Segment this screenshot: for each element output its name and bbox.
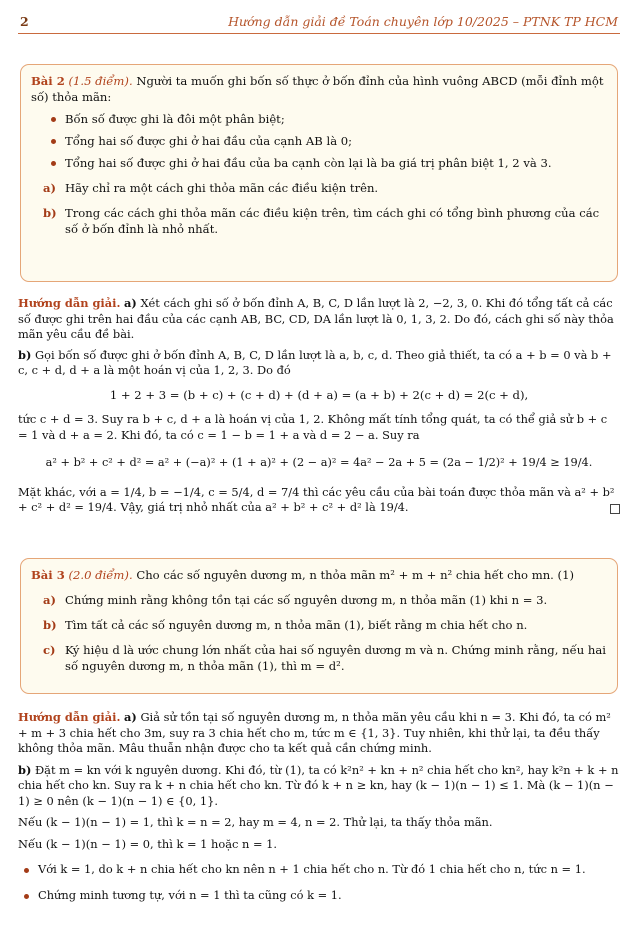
page-header bbox=[20, 14, 618, 32]
solution-label: Hướng dẫn giải. bbox=[18, 296, 121, 310]
solution-conclusion bbox=[18, 485, 620, 516]
problem-2-statement bbox=[31, 73, 607, 105]
problem-3-part-a bbox=[31, 592, 607, 608]
problem-2-part-b bbox=[31, 205, 607, 237]
running-title: Hướng dẫn giải đề Toán chuyên lớp 10/2025 – PTNK TP HCM bbox=[228, 14, 618, 29]
case-line-1: Nếu (k − 1)(n − 1) = 1, thì k = n = 2, hay m = 4, n = 2. Thử lại, ta thấy thỏa mãn. bbox=[18, 815, 493, 829]
qed-square-icon bbox=[610, 504, 620, 514]
part-label: c) bbox=[43, 643, 56, 657]
problem-3-intro: Cho các số nguyên dương m, n thỏa mãn m² + m + n² chia hết cho mn. (1) bbox=[136, 568, 574, 582]
part-label: a) bbox=[43, 181, 56, 195]
equation-sum: 1 + 2 + 3 = (b + c) + (c + d) + (d + a) = (a + b) + 2(c + d) = 2(c + d), bbox=[109, 387, 529, 402]
condition-item: Tổng hai số được ghi ở hai đầu của ba cạnh còn lại là ba giá trị phân biệt 1, 2 và 3. bbox=[31, 155, 607, 171]
case-line-2: Nếu (k − 1)(n − 1) = 0, thì k = 1 hoặc n = 1. bbox=[18, 836, 277, 851]
part-label: a) bbox=[43, 593, 56, 607]
problem-3-title: Bài 3 bbox=[31, 568, 65, 582]
solution-3-part-b bbox=[18, 763, 620, 810]
solution-3 bbox=[18, 710, 620, 903]
solution-part-label: a) bbox=[124, 296, 137, 310]
problem-3-box bbox=[20, 558, 618, 694]
part-text: Trong các cách ghi thỏa mãn các điều kiện trên, tìm cách ghi có tổng bình phương của các số ở bốn đỉnh là nhỏ nhất. bbox=[65, 206, 600, 236]
problem-2-points: (1.5 điểm). bbox=[68, 74, 133, 88]
condition-item: Tổng hai số được ghi ở hai đầu của cạnh AB là 0; bbox=[31, 133, 607, 149]
part-label: b) bbox=[43, 618, 57, 632]
page-number: 2 bbox=[20, 14, 29, 29]
problem-3-statement bbox=[31, 567, 607, 583]
solution-2-part-a bbox=[18, 296, 620, 343]
solution-text: Mặt khác, với a = 1/4, b = −1/4, c = 5/4, d = 7/4 thì các yêu cầu của bài toán được thỏa mãn và a² + b² + c² + d² = 19/4. Vậy, giá trị nhỏ nhất của a² + b² + c² + d² là 19/4. bbox=[18, 484, 615, 514]
solution-2-part-b bbox=[18, 348, 620, 379]
part-text: Hãy chỉ ra một cách ghi thỏa mãn các điều kiện trên. bbox=[65, 181, 379, 195]
problem-3-part-c bbox=[31, 642, 607, 674]
problem-2-title: Bài 2 bbox=[31, 74, 65, 88]
solution-text: Gọi bốn số được ghi ở bốn đỉnh A, B, C, D lần lượt là a, b, c, d. Theo giả thiết, ta có a + b = 0 và b + c, c + d, d + a là một hoán vị của 1, 2, 3. Do đó bbox=[18, 347, 612, 377]
solution-part-label: a) bbox=[124, 710, 137, 724]
solution-2 bbox=[18, 296, 620, 516]
solution-text-2: tức c + d = 3. Suy ra b + c, d + a là hoán vị của 1, 2. Không mất tính tổng quát, ta có thể giả sử b + c = 1 và d + a = 2. Khi đó, ta có c = 1 − b = 1 + a và d = 2 − a. Suy ra bbox=[18, 412, 608, 442]
solution-label: Hướng dẫn giải. bbox=[18, 710, 121, 724]
problem-2-intro: Người ta muốn ghi bốn số thực ở bốn đỉnh của hình vuông ABCD (mỗi đỉnh một số) thỏa mãn: bbox=[31, 74, 604, 104]
condition-item: Bốn số được ghi là đôi một phân biệt; bbox=[31, 111, 607, 127]
solution-3-part-a bbox=[18, 710, 620, 757]
problem-2-box bbox=[20, 64, 618, 282]
problem-3-points: (2.0 điểm). bbox=[68, 568, 133, 582]
solution-part-label: b) bbox=[18, 347, 32, 362]
equation-squares: a² + b² + c² + d² = a² + (−a)² + (1 + a)² + (2 − a)² = 4a² − 2a + 5 = (2a − 1/2)² + 19/4 ≥ 19/4. bbox=[45, 456, 593, 469]
solution-text: Xét cách ghi số ở bốn đỉnh A, B, C, D lần lượt là 2, −2, 3, 0. Khi đó tổng tất cả các số được ghi trên hai đầu của các cạnh AB, BC, CD, DA lần lượt là 0, 1, 3, 2. Do đó, cách ghi số này thỏa mãn yêu cầu đề bài. bbox=[18, 296, 614, 341]
solution-text: Đặt m = kn với k nguyên dương. Khi đó, từ (1), ta có k²n² + kn + n² chia hết cho kn², hay k²n + k + n chia hết cho kn. Suy ra k + n chia hết cho kn. Từ đó k + n ≥ kn, hay (k − 1)(n − 1) ≤ 1. Mà (k − 1)(n − 1) ≥ 0 nên (k − 1)(n − 1) ∈ {0, 1}. bbox=[18, 762, 619, 808]
part-text: Tìm tất cả các số nguyên dương m, n thỏa mãn (1), biết rằng m chia hết cho n. bbox=[65, 618, 528, 632]
solution-part-label: b) bbox=[18, 762, 32, 777]
case-bullet: Chứng minh tương tự, với n = 1 thì ta cũng có k = 1. bbox=[18, 888, 620, 904]
problem-2-part-a bbox=[31, 180, 607, 196]
part-label: b) bbox=[43, 206, 57, 220]
problem-2-conditions bbox=[31, 111, 607, 171]
part-text: Chứng minh rằng không tồn tại các số nguyên dương m, n thỏa mãn (1) khi n = 3. bbox=[65, 593, 548, 607]
problem-3-part-b bbox=[31, 617, 607, 633]
solution-text: Giả sử tồn tại số nguyên dương m, n thỏa mãn yêu cầu khi n = 3. Khi đó, ta có m² + m + 3 chia hết cho 3m, suy ra 3 chia hết cho m, tức m ∈ {1, 3}. Tuy nhiên, khi thử lại, ta đều thấy không thỏa mãn. Mâu thuẫn nhận được cho ta kết quả cần chứng minh. bbox=[18, 710, 611, 755]
case-bullet: Với k = 1, do k + n chia hết cho kn nên n + 1 chia hết cho n. Từ đó 1 chia hết cho n, tức n = 1. bbox=[18, 862, 620, 878]
header-rule bbox=[18, 33, 620, 34]
part-text: Ký hiệu d là ước chung lớn nhất của hai số nguyên dương m và n. Chứng minh rằng, nếu hai số nguyên dương m, n thỏa mãn (1), thì m = d². bbox=[65, 643, 606, 673]
